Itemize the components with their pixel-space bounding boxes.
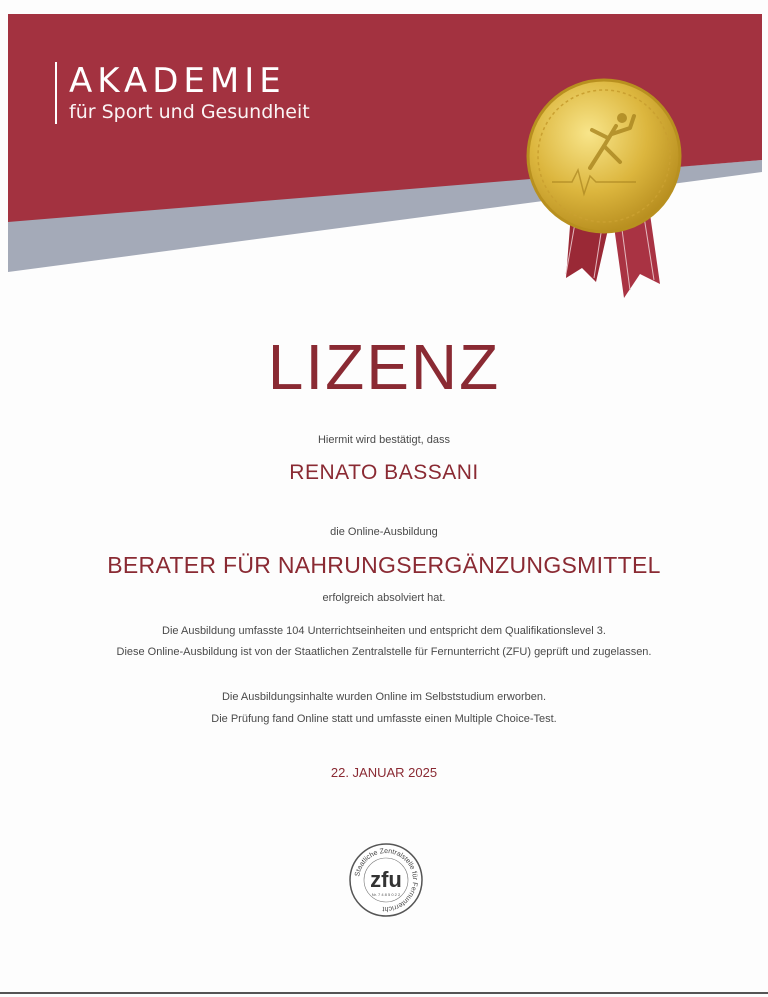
body-line-2: Diese Online-Ausbildung ist von der Staatlichen Zentralstelle für Fernunterricht (ZFU) geprüft und zugelassen. [116, 646, 652, 658]
zfu-seal-icon [348, 842, 424, 918]
body-line-3: Die Ausbildungsinhalte wurden Online im Selbststudium erworben. [221, 691, 547, 703]
body-line-1: Die Ausbildung umfasste 104 Unterrichtseinheiten und entspricht dem Qualifikationslevel 3. [162, 625, 606, 637]
course-title: BERATER FÜR NAHRUNGSERGÄNZUNGSMITTEL [107, 552, 661, 578]
certificate-title: LIZENZ [267, 331, 501, 403]
intro-text: Hiermit wird bestätigt, dass [317, 434, 451, 446]
zfu-logo-text: zfu [370, 867, 402, 892]
body-line-4: Die Prüfung fand Online statt und umfasste einen Multiple Choice-Test. [211, 713, 557, 725]
passed-text: erfolgreich absolviert hat. [322, 592, 446, 604]
zfu-ring-text: Staatliche Zentralstelle für Fernunterricht [354, 847, 419, 913]
zfu-number: Nr. 7 4 8 5 0 2 2 [371, 892, 401, 897]
certificate-date: 22. JANUAR 2025 [330, 765, 438, 780]
recipient-name: RENATO BASSANI [289, 461, 479, 484]
header-banner [0, 0, 768, 320]
logo-subtitle: für Sport und Gesundheit [69, 101, 310, 123]
online-label: die Online-Ausbildung [330, 526, 438, 538]
academy-logo [55, 62, 310, 124]
logo-title: AKADEMIE [69, 61, 286, 101]
page-bottom-edge [0, 992, 768, 994]
medal-icon [528, 80, 680, 232]
